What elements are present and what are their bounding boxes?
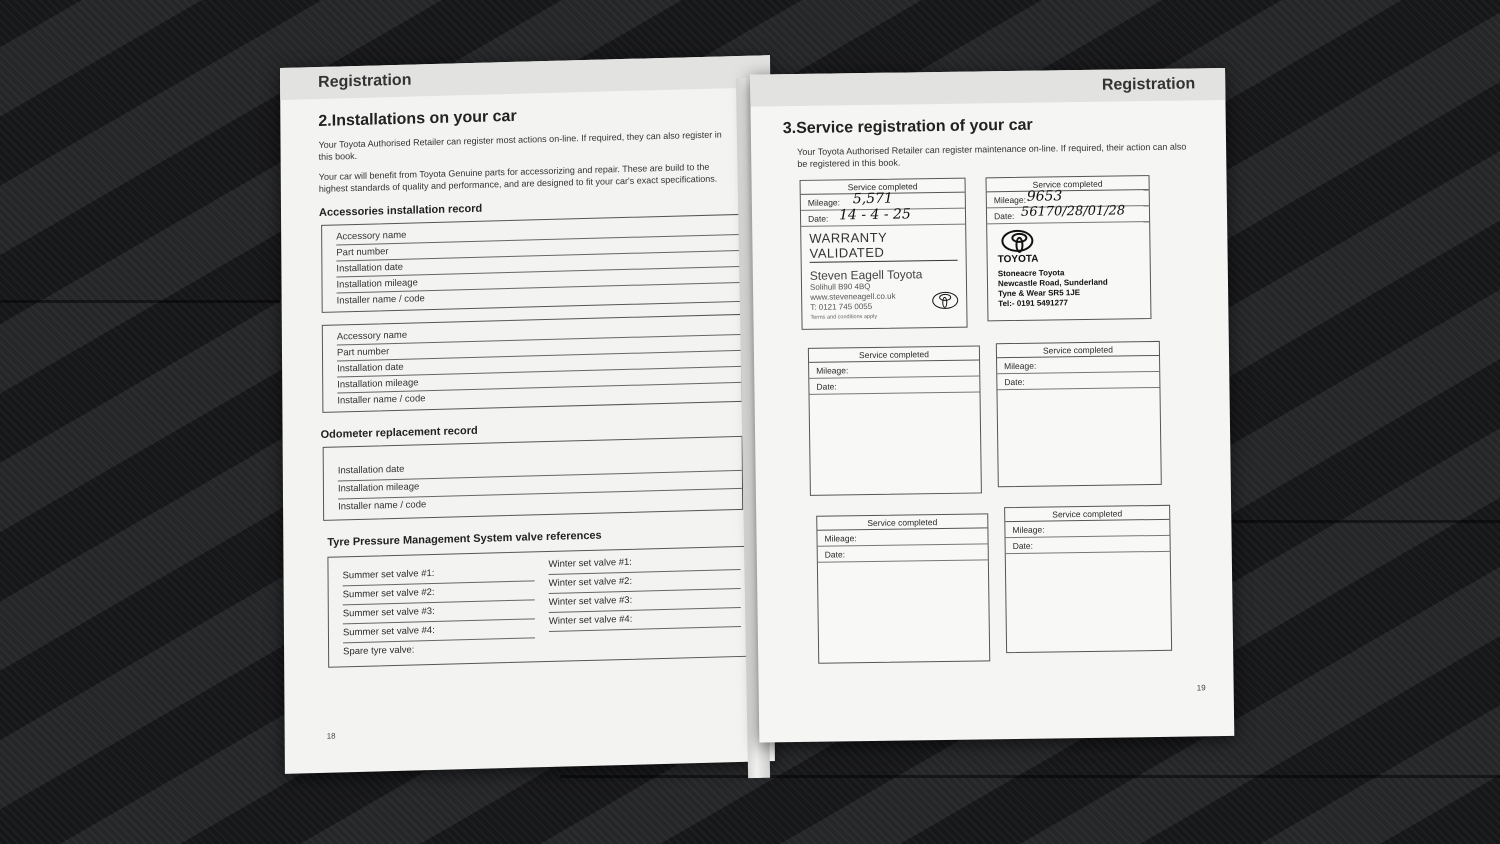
mileage-label: Mileage: bbox=[1004, 360, 1037, 372]
section-title: 2.Installations on your car bbox=[318, 107, 517, 130]
service-box-title: Service completed bbox=[987, 176, 1149, 192]
dealer-address-2: Tyne & Wear SR5 1JE bbox=[998, 288, 1081, 299]
intro-paragraph: Your Toyota Authorised Retailer can register maintenance on-line. If required, their action can also be registered in this book. bbox=[797, 141, 1187, 169]
handwritten-date: 56170/28/01/28 bbox=[1020, 203, 1126, 220]
date-label: Date: bbox=[1012, 540, 1034, 552]
service-box-6 bbox=[1004, 505, 1172, 653]
dealer-address-1: Newcastle Road, Sunderland bbox=[997, 277, 1108, 289]
summer-valve-1: Summer set valve #1: bbox=[342, 562, 534, 586]
left-page bbox=[280, 55, 775, 774]
field-installer-name: Installer name / code bbox=[337, 393, 426, 407]
service-box-title: Service completed bbox=[997, 342, 1159, 358]
service-box-3 bbox=[808, 345, 982, 495]
date-row bbox=[1006, 536, 1170, 554]
page-number: 19 bbox=[1196, 683, 1206, 693]
service-grid bbox=[800, 175, 1180, 560]
dealer-phone: T: 0121 745 0055 bbox=[810, 301, 873, 312]
date-row bbox=[809, 376, 979, 394]
handwritten-mileage: 5,571 bbox=[852, 190, 893, 208]
dealer-phone: Tel:- 0191 5491277 bbox=[998, 298, 1069, 309]
odometer-title: Odometer replacement record bbox=[320, 424, 478, 441]
date-label: Date: bbox=[816, 381, 837, 392]
field-installation-mileage: Installation mileage bbox=[338, 471, 742, 500]
field-installation-date: Installation date bbox=[336, 251, 740, 278]
page-number: 18 bbox=[326, 731, 336, 741]
odometer-record bbox=[323, 436, 744, 521]
field-accessory-name: Accessory name bbox=[336, 219, 740, 246]
tpms-record bbox=[327, 546, 756, 668]
warranty-validated-text: WARRANTY VALIDATED bbox=[809, 229, 957, 263]
dealer-stamp bbox=[987, 222, 1150, 315]
service-box-title: Service completed bbox=[817, 514, 987, 530]
service-box-4 bbox=[996, 341, 1162, 487]
field-installation-mileage: Installation mileage bbox=[336, 267, 740, 294]
accessories-title: Accessories installation record bbox=[318, 202, 483, 219]
winter-valve-4: Winter set valve #4: bbox=[549, 608, 741, 632]
summer-valve-3: Summer set valve #3: bbox=[343, 600, 535, 624]
service-box-title: Service completed bbox=[809, 346, 979, 362]
field-installation-date: Installation date bbox=[338, 453, 742, 482]
date-row bbox=[997, 372, 1159, 390]
summer-valve-2: Summer set valve #2: bbox=[343, 581, 535, 605]
field-part-number: Part number bbox=[336, 235, 740, 262]
field-installation-mileage: Installation mileage bbox=[337, 367, 741, 394]
date-row bbox=[818, 544, 988, 562]
service-box-1 bbox=[800, 178, 968, 330]
dealer-address: Solihull B90 4BQ bbox=[809, 281, 871, 292]
date-row bbox=[987, 203, 1149, 224]
terms-text: Terms and conditions apply bbox=[810, 313, 878, 321]
tpms-title: Tyre Pressure Management System valve references bbox=[327, 529, 602, 549]
right-page bbox=[750, 68, 1234, 743]
mileage-label: Mileage: bbox=[993, 194, 1027, 206]
mileage-label: Mileage: bbox=[1012, 524, 1045, 536]
mileage-label: Mileage: bbox=[816, 365, 849, 376]
mileage-label: Mileage: bbox=[824, 533, 857, 544]
dealer-stamp bbox=[801, 225, 966, 325]
field-installation-date: Installation date bbox=[337, 351, 741, 378]
accessory-record-2 bbox=[322, 314, 743, 413]
date-label: Date: bbox=[807, 213, 829, 224]
summer-valve-4: Summer set valve #4: bbox=[343, 619, 535, 643]
winter-valves bbox=[548, 551, 755, 657]
handwritten-date: 14 - 4 - 25 bbox=[838, 206, 911, 224]
winter-valve-1: Winter set valve #1: bbox=[548, 551, 740, 575]
date-label: Date: bbox=[824, 549, 846, 560]
service-booklet bbox=[280, 68, 1225, 774]
service-box-5 bbox=[816, 513, 990, 663]
service-box-title: Service completed bbox=[1005, 506, 1169, 522]
date-label: Date: bbox=[993, 210, 1015, 222]
section-title: 3.Service registration of your car bbox=[782, 116, 1033, 138]
date-label: Date: bbox=[1004, 376, 1025, 388]
handwritten-mileage: 9653 bbox=[1026, 188, 1063, 205]
dealer-name: Stoneacre Toyota bbox=[997, 268, 1065, 279]
field-installer-name: Installer name / code bbox=[338, 499, 427, 513]
service-box-2 bbox=[986, 175, 1152, 321]
mileage-label: Mileage: bbox=[807, 197, 841, 208]
brand-name: TOYOTA bbox=[997, 253, 1039, 266]
winter-valve-2: Winter set valve #2: bbox=[549, 570, 741, 594]
dealer-name: Steven Eagell Toyota bbox=[809, 267, 923, 283]
accessory-record-1 bbox=[321, 214, 742, 313]
field-installer-name: Installer name / code bbox=[336, 293, 425, 307]
page-header: Registration bbox=[280, 55, 770, 100]
page-header: Registration bbox=[750, 68, 1225, 107]
intro-paragraph: Your Toyota Authorised Retailer can register most actions on-line. If required, they can also register in this book. bbox=[318, 129, 722, 162]
service-box-title: Service completed bbox=[801, 179, 965, 195]
winter-valve-3: Winter set valve #3: bbox=[549, 589, 741, 613]
dealer-website: www.steveneagell.co.uk bbox=[810, 291, 896, 302]
spare-tyre-valve: Spare tyre valve: bbox=[343, 644, 415, 658]
toyota-logo-icon bbox=[1001, 230, 1033, 252]
field-part-number: Part number bbox=[337, 335, 741, 362]
field-accessory-name: Accessory name bbox=[337, 319, 741, 346]
summer-valves bbox=[342, 556, 549, 662]
intro-paragraph-2: Your car will benefit from Toyota Genuine parts for accessorizing and repair. These are build to the highest standards of quality and performance, and are designed to fit your car's exact specifications. bbox=[318, 161, 718, 194]
